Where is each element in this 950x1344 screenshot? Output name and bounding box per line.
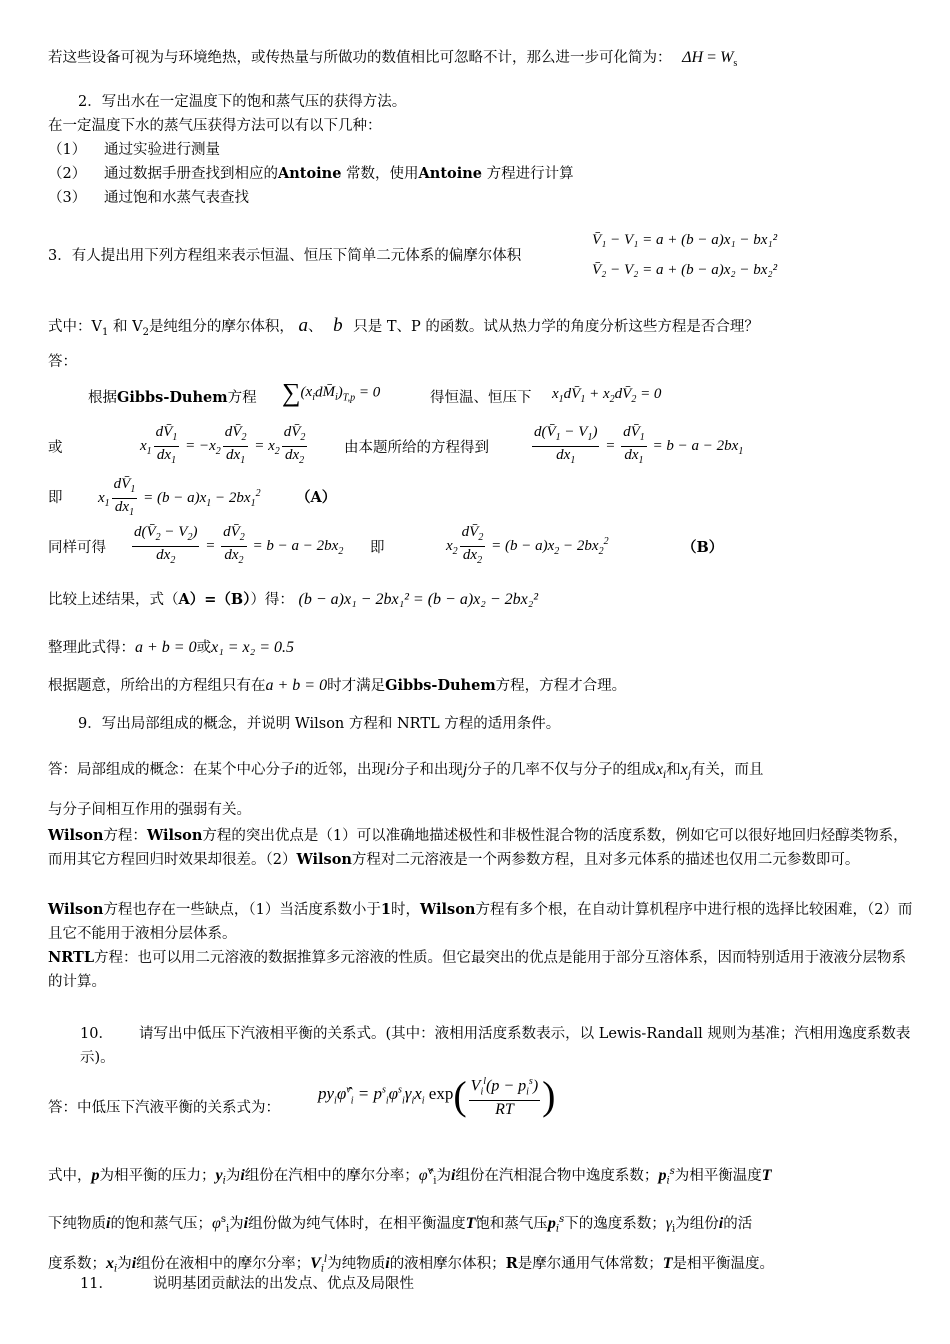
q2-item-2 <box>48 164 914 184</box>
derived-equation: $\frac{d(V̄_1 - V_1)}{dx_1}$ = $\frac{dV̄_1}{dx_1}$ = $b - a - 2bx_1$ <box>534 424 744 466</box>
intro-text: 若这些设备可视为与环境绝热，或传热量与所做功的数值相比可忽略不计，那么进一步可化简为： <box>48 50 672 66</box>
nrtl-description: NRTL方程：也可以用二元溶液的数据推算多元溶液的性质。但它最突出的优点是能用于部分互溶体系，因而特别适用于液液分层物系的计算。 <box>48 949 907 990</box>
question-11-title: 11． 说明基团贡献法的出发点、优点及局限性 <box>80 1276 414 1292</box>
label-a: （A） <box>296 489 337 506</box>
question-2-intro: 在一定温度下水的蒸气压获得方法可以有以下几种： <box>48 118 382 134</box>
q10-description-line-2: 下纯物质i的饱和蒸气压；$\varphi^s_i$为i组份做为纯气体时，在相平衡温度T饱和蒸气压$p_i^s$下的逸度系数；$\gamma_i$为组份i的活 <box>48 1214 753 1235</box>
question-9-title: 9．写出局部组成的概念，并说明 Wilson 方程和 NRTL 方程的适用条件。 <box>78 716 561 732</box>
equation-b: $x_2$ $\frac{dV̄_2}{dx_2}$ = $(b - a)x_2 - 2bx_2^2$ <box>446 524 609 566</box>
gibbs-duhem-line: 根据Gibbs-Duhem方程 <box>88 389 257 406</box>
question-10-title: 10． 请写出中低压下汽液相平衡的关系式。(其中：液相用活度系数表示，以 Lewis-Randall 规则为基准；汽相用逸度系数表示)。 <box>80 1026 911 1066</box>
item-text: 通过饱和水蒸气表查找 <box>104 190 249 206</box>
item-text: 通过数据手册查找到相应的Antoine 常数，使用Antoine 方程进行计算 <box>104 165 574 182</box>
ji-label: 即 <box>48 490 63 506</box>
item-text: 通过实验进行测量 <box>104 142 220 158</box>
q3-where: 式中：$V_1$ 和 $V_2$是纯组分的摩尔体积， a、 b 只是 T、P 的函数。试从热力学的角度分析这些方程是否合理？ <box>48 315 759 338</box>
question-3-title: 3．有人提出用下列方程组来表示恒温、恒压下简单二元体系的偏摩尔体积 <box>48 248 522 264</box>
q10-description-line-1: 式中，p为相平衡的压力；$y_i$为i组份在汽相中的摩尔分率；φ̂$^v_i$为i组份在汽相混合物中逸度系数；$p_i^s$为相平衡温度T <box>48 1166 772 1187</box>
derivative-relation: $x_1$ $\frac{dV̄_1}{dx_1}$ = $-x_2$ $\frac{dV̄_2}{dx_1}$ = $x_2$ $\frac{dV̄_2}{dx_2}$ <box>140 424 306 466</box>
or-label: 或 <box>48 440 63 456</box>
q2-item-3 <box>48 188 914 208</box>
ji2-label: 即 <box>370 540 385 556</box>
label-b: （B） <box>682 539 724 556</box>
q2-item-1 <box>48 140 914 160</box>
item-number: （1） <box>48 142 87 158</box>
from-equation-text: 由本题所给的方程得到 <box>344 440 489 456</box>
equation-b-derivative: $\frac{d(V̄_2 - V_2)}{dx_2}$ = $\frac{dV̄_2}{dx_2}$ = $b - a - 2bx_2$ <box>134 524 344 566</box>
q3-equation-2: V̄₂ − V₂ = a + (b − a)x₂ − bx₂² <box>592 262 778 278</box>
q10-description-line-3: 度系数；$x_i$为i组份在液相中的摩尔分率；$V_i^l$为纯物质i的液相摩尔体积；R是摩尔通用气体常数；T是相平衡温度。 <box>48 1254 775 1275</box>
q10-answer-label: 答：中低压下汽液平衡的关系式为： <box>48 1100 280 1116</box>
q3-answer-label: 答： <box>48 354 77 370</box>
vle-equation: $py_i\varphî^v_i = p^s_i\varphi^s_i\gamma_ix_i$ exp( $\frac{V_i^l(p - p_i^s)}{RT}$ ) <box>318 1073 556 1119</box>
item-number: （2） <box>48 166 87 182</box>
gd-isothermal-eq: $x_1dV̄_1$ + $x_2dV̄_2 = 0$ <box>552 386 662 405</box>
q3-conclusion: 根据题意，所给出的方程组只有在a + b = 0时才满足Gibbs-Duhem方程，方程才合理。 <box>48 677 627 694</box>
intro-paragraph <box>48 48 914 74</box>
q9-answer-line-1: 答：局部组成的概念：在某个中心分子i的近邻，出现i分子和出现j分子的几率不仅与分子的组成$x_i$和$x_j$有关，而且 <box>48 761 764 781</box>
q3-equation-1: V̄₁ − V₁ = a + (b − a)x₁ − bx₁² <box>592 232 778 248</box>
wilson-advantages: Wilson方程：Wilson方程的突出优点是（1）可以准确地描述极性和非极性混合物的活度系数，例如它可以很好地回归烃醇类物系，而用其它方程回归时效果却很差。（2）Wilson方程对二元溶液是一个两参数方程，且对多元体系的描述也仅用二元参数即可。 <box>48 827 908 868</box>
item-number: （3） <box>48 190 87 206</box>
intro-formula: $\Delta H = W_s$ <box>682 49 738 70</box>
arrange-line: 整理此式得：a + b = 0或x₁ = x₂ = 0.5 <box>48 639 295 656</box>
gibbs-duhem-equation: $\sum(x_idM̄_i)_{T,p} = 0$ <box>282 378 381 407</box>
wilson-disadvantages: Wilson方程也存在一些缺点，（1）当活度系数小于1时，Wilson方程有多个根，在自动计算机程序中进行根的选择比较困难，（2）而且它不能用于液相分层体系。 <box>48 901 913 942</box>
equation-a: $x_1$ $\frac{dV̄_1}{dx_1}$ = $(b - a)x_1 - 2bx_1^2$ <box>98 476 261 518</box>
same-label: 同样可得 <box>48 540 106 556</box>
question-2-title: 2．写出水在一定温度下的饱和蒸气压的获得方法。 <box>78 94 407 110</box>
q9-answer-line-2: 与分子间相互作用的强弱有关。 <box>48 802 251 818</box>
compare-line: 比较上述结果，式（A）=（B））得： (b − a)x₁ − 2bx₁² = (b − a)x₂ − 2bx₂² <box>48 591 539 608</box>
gd-isothermal-text: 得恒温、恒压下 <box>430 390 532 406</box>
